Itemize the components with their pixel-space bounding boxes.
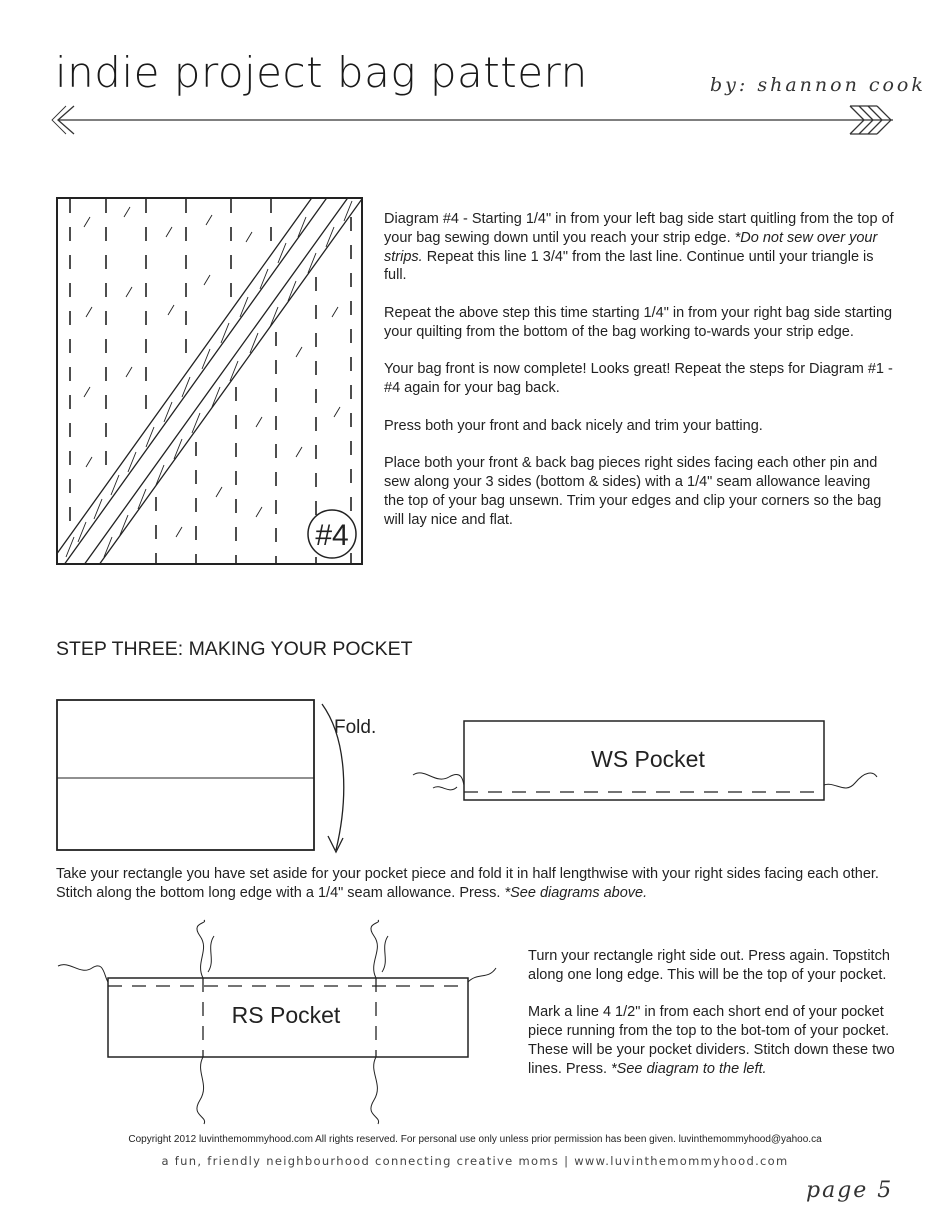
text: Diagram #4 - Starting 1/4" in from your left bag side start quitling from the top of your bag sewing down until you reach your strip edge. bbox=[384, 211, 894, 246]
rs-pocket-label: RS Pocket bbox=[231, 1002, 341, 1028]
italic-note: *See diagram to the left. bbox=[611, 1060, 767, 1077]
diagram-4-quilted-bag bbox=[56, 197, 363, 565]
paragraph bbox=[384, 360, 894, 398]
fold-label: Fold. bbox=[334, 717, 377, 738]
italic-note: *See diagrams above. bbox=[504, 884, 648, 901]
copyright-notice: Copyright 2012 luvinthemommyhood.com All rights reserved. For personal use only unless prior permission has been given. luvinthemommyhood@yahoo.ca bbox=[128, 1134, 822, 1145]
rs-pocket-diagram bbox=[50, 920, 500, 1125]
section-heading: STEP THREE: MAKING YOUR POCKET bbox=[56, 638, 413, 660]
paragraph bbox=[384, 304, 894, 342]
ws-pocket-label: WS Pocket bbox=[591, 746, 705, 772]
page-title: indie project bag pattern bbox=[55, 48, 588, 97]
author-byline: by: shannon cook bbox=[710, 74, 926, 96]
text: Place both your front & back bag pieces right sides facing each other pin and sew along your 3 sides (bottom & sides) with a 1/4" seam allowance leaving the top of your bag unsewn. Trim your edges and clip your corners so the bag will lay nice and flat. bbox=[384, 455, 882, 528]
italic-note: *Do not sew over your strips. bbox=[384, 229, 878, 265]
diagram-4-label: #4 bbox=[315, 519, 349, 552]
paragraph bbox=[528, 1003, 898, 1078]
ws-pocket-diagram bbox=[405, 715, 885, 805]
topstitch-instructions bbox=[528, 947, 898, 1097]
pocket-instructions bbox=[56, 865, 896, 903]
site-tagline: a fun, friendly neighbourhood connecting creative moms | www.luvinthemommyhood.com bbox=[161, 1154, 789, 1168]
text: Repeat this line 1 3/4" from the last line. Continue until your triangle is full. bbox=[384, 248, 874, 284]
text: Press both your front and back nicely and trim your batting. bbox=[384, 417, 763, 434]
arrow-divider bbox=[0, 0, 950, 150]
paragraph bbox=[384, 210, 894, 285]
text: Repeat the above step this time starting 1/4" in from your right bag side starting your quilting from the bottom of the bag working to-wards your strip edge. bbox=[384, 304, 893, 340]
page-number: page 5 bbox=[806, 1178, 894, 1203]
text: Your bag front is now complete! Looks great! Repeat the steps for Diagram #1 - #4 again for your bag back. bbox=[384, 361, 893, 397]
text: Mark a line 4 1/2" in from each short end of your pocket piece running from the top to the bot-tom of your pocket. These will be your pocket dividers. Stitch down these two lines. Press. bbox=[528, 1004, 895, 1077]
paragraph bbox=[528, 947, 898, 985]
fold-diagram bbox=[0, 690, 400, 865]
paragraph bbox=[384, 454, 894, 529]
text: Take your rectangle you have set aside for your pocket piece and fold it in half lengthwise with your right sides facing each other. Stitch along the bottom long edge with a 1/4" seam allowance. Press. bbox=[56, 866, 879, 901]
diagram-4-instructions bbox=[384, 210, 894, 548]
paragraph bbox=[384, 417, 894, 436]
text: Turn your rectangle right side out. Press again. Topstitch along one long edge. This will be the top of your pocket. bbox=[528, 948, 890, 983]
